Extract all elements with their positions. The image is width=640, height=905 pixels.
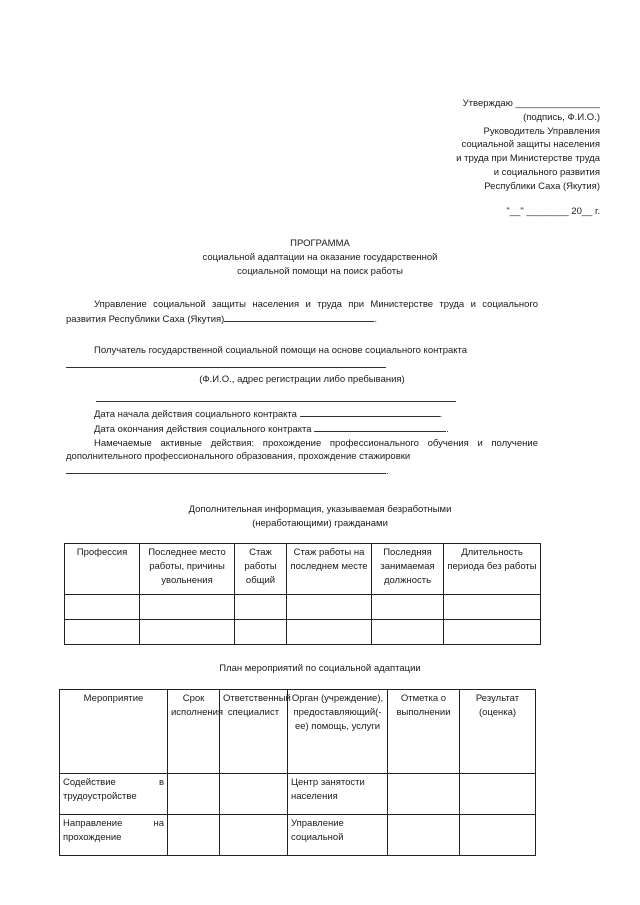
activities-blank bbox=[66, 464, 386, 474]
recipient-blank bbox=[66, 358, 386, 368]
header-cell: Последнее место работы, причины увольнения bbox=[140, 544, 235, 595]
title-main: ПРОГРАММА bbox=[290, 238, 350, 249]
table-cell[interactable] bbox=[140, 595, 235, 620]
activity-cell: Содействие в трудоустройстве bbox=[60, 774, 168, 815]
header-cell: Ответственный специалист bbox=[220, 690, 288, 774]
approval-position: Республики Саха (Якутия) bbox=[484, 180, 600, 192]
activities-text: Намечаемые активные действия: прохождение профессионального обучения и получение дополнительного профессионального образования, прохождение стажировки bbox=[66, 437, 538, 463]
end-date-blank bbox=[314, 422, 446, 432]
table-cell[interactable] bbox=[444, 620, 541, 645]
table-cell[interactable] bbox=[372, 620, 444, 645]
table-cell[interactable] bbox=[287, 620, 372, 645]
approval-block bbox=[350, 97, 600, 219]
end-date-label: Дата окончания действия социального контракта bbox=[94, 423, 312, 435]
organ-cell: Управление социальной bbox=[288, 815, 388, 856]
header-cell: Стаж работы на последнем месте bbox=[287, 544, 372, 595]
fio-caption: (Ф.И.О., адрес регистрации либо пребывания) bbox=[199, 373, 405, 385]
approval-position: социальной защиты населения bbox=[461, 139, 600, 151]
table-row bbox=[65, 620, 541, 645]
table-cell[interactable] bbox=[65, 595, 140, 620]
approval-signature-caption: (подпись, Ф.И.О.) bbox=[523, 111, 600, 123]
plan-section-title: План мероприятий по социальной адаптации bbox=[219, 663, 421, 674]
header-cell: Мероприятие bbox=[60, 690, 168, 774]
department-paragraph: Управление социальной защиты населения и труда при Министерстве труда и социального развития Республики Саха (Якутия) . bbox=[66, 299, 538, 325]
header-cell: Последняя занимаемая должность bbox=[372, 544, 444, 595]
table-cell[interactable] bbox=[168, 774, 220, 815]
info-section-title bbox=[0, 503, 640, 531]
table-row bbox=[60, 815, 536, 856]
table-cell[interactable] bbox=[220, 815, 288, 856]
table-cell[interactable] bbox=[287, 595, 372, 620]
recipient-paragraph: Получатель государственной социальной помощи на основе социального контракта (Ф.И.О., адрес регистрации либо пребывания) Дата начала действия социального контракта . Дата окончания действия социального контракта . Намечаемые активные действия: прохождение профессионального обучения и получение дополнительного профессионального образования, прохождение стажировки . bbox=[66, 345, 538, 478]
table-cell[interactable] bbox=[235, 620, 287, 645]
table-cell[interactable] bbox=[460, 815, 536, 856]
recipient-text: Получатель государственной социальной помощи на основе социального контракта bbox=[94, 345, 468, 356]
header-cell: Длительность периода без работы bbox=[444, 544, 541, 595]
approval-line: Утверждаю ________________ bbox=[462, 98, 600, 109]
table-cell[interactable] bbox=[140, 620, 235, 645]
department-text: Управление социальной защиты населения и труда при Министерстве труда и социального развития Республики Саха (Якутия) bbox=[66, 299, 538, 325]
approval-position: и труда при Министерстве труда bbox=[456, 153, 600, 165]
info-table bbox=[64, 543, 541, 645]
start-date-blank bbox=[300, 407, 440, 417]
table-cell[interactable] bbox=[388, 774, 460, 815]
plan-table-header-row bbox=[60, 690, 536, 774]
activity-cell: Направление на прохождение bbox=[60, 815, 168, 856]
info-table-header-row bbox=[65, 544, 541, 595]
plan-table bbox=[59, 689, 536, 856]
department-blank bbox=[224, 312, 374, 322]
table-cell[interactable] bbox=[388, 815, 460, 856]
table-cell[interactable] bbox=[220, 774, 288, 815]
approval-date: "__" ________ 20__ г. bbox=[506, 206, 600, 218]
header-cell: Профессия bbox=[65, 544, 140, 595]
title-subtitle: социальной помощи на поиск работы bbox=[237, 265, 403, 277]
address-blank bbox=[96, 392, 456, 402]
start-date-label: Дата начала действия социального контракта bbox=[94, 409, 297, 421]
approval-position: Руководитель Управления bbox=[483, 125, 600, 137]
table-cell[interactable] bbox=[235, 595, 287, 620]
document-title bbox=[0, 237, 640, 278]
table-cell[interactable] bbox=[444, 595, 541, 620]
header-cell: Отметка о выполнении bbox=[388, 690, 460, 774]
organ-cell: Центр занятости населения bbox=[288, 774, 388, 815]
info-title-line: (неработающими) гражданами bbox=[252, 517, 388, 529]
approval-position: и социального развития bbox=[493, 166, 600, 178]
table-cell[interactable] bbox=[65, 620, 140, 645]
table-row bbox=[65, 595, 541, 620]
table-cell[interactable] bbox=[168, 815, 220, 856]
table-row bbox=[60, 774, 536, 815]
header-cell: Стаж работы общий bbox=[235, 544, 287, 595]
table-cell[interactable] bbox=[460, 774, 536, 815]
table-cell[interactable] bbox=[372, 595, 444, 620]
header-cell: Орган (учреждение), предоставляющий(-ее) помощь, услуги bbox=[288, 690, 388, 774]
info-title-line: Дополнительная информация, указываемая безработными bbox=[188, 504, 452, 515]
header-cell: Срок исполнения bbox=[168, 690, 220, 774]
title-subtitle: социальной адаптации на оказание государственной bbox=[202, 251, 438, 263]
header-cell: Результат (оценка) bbox=[460, 690, 536, 774]
